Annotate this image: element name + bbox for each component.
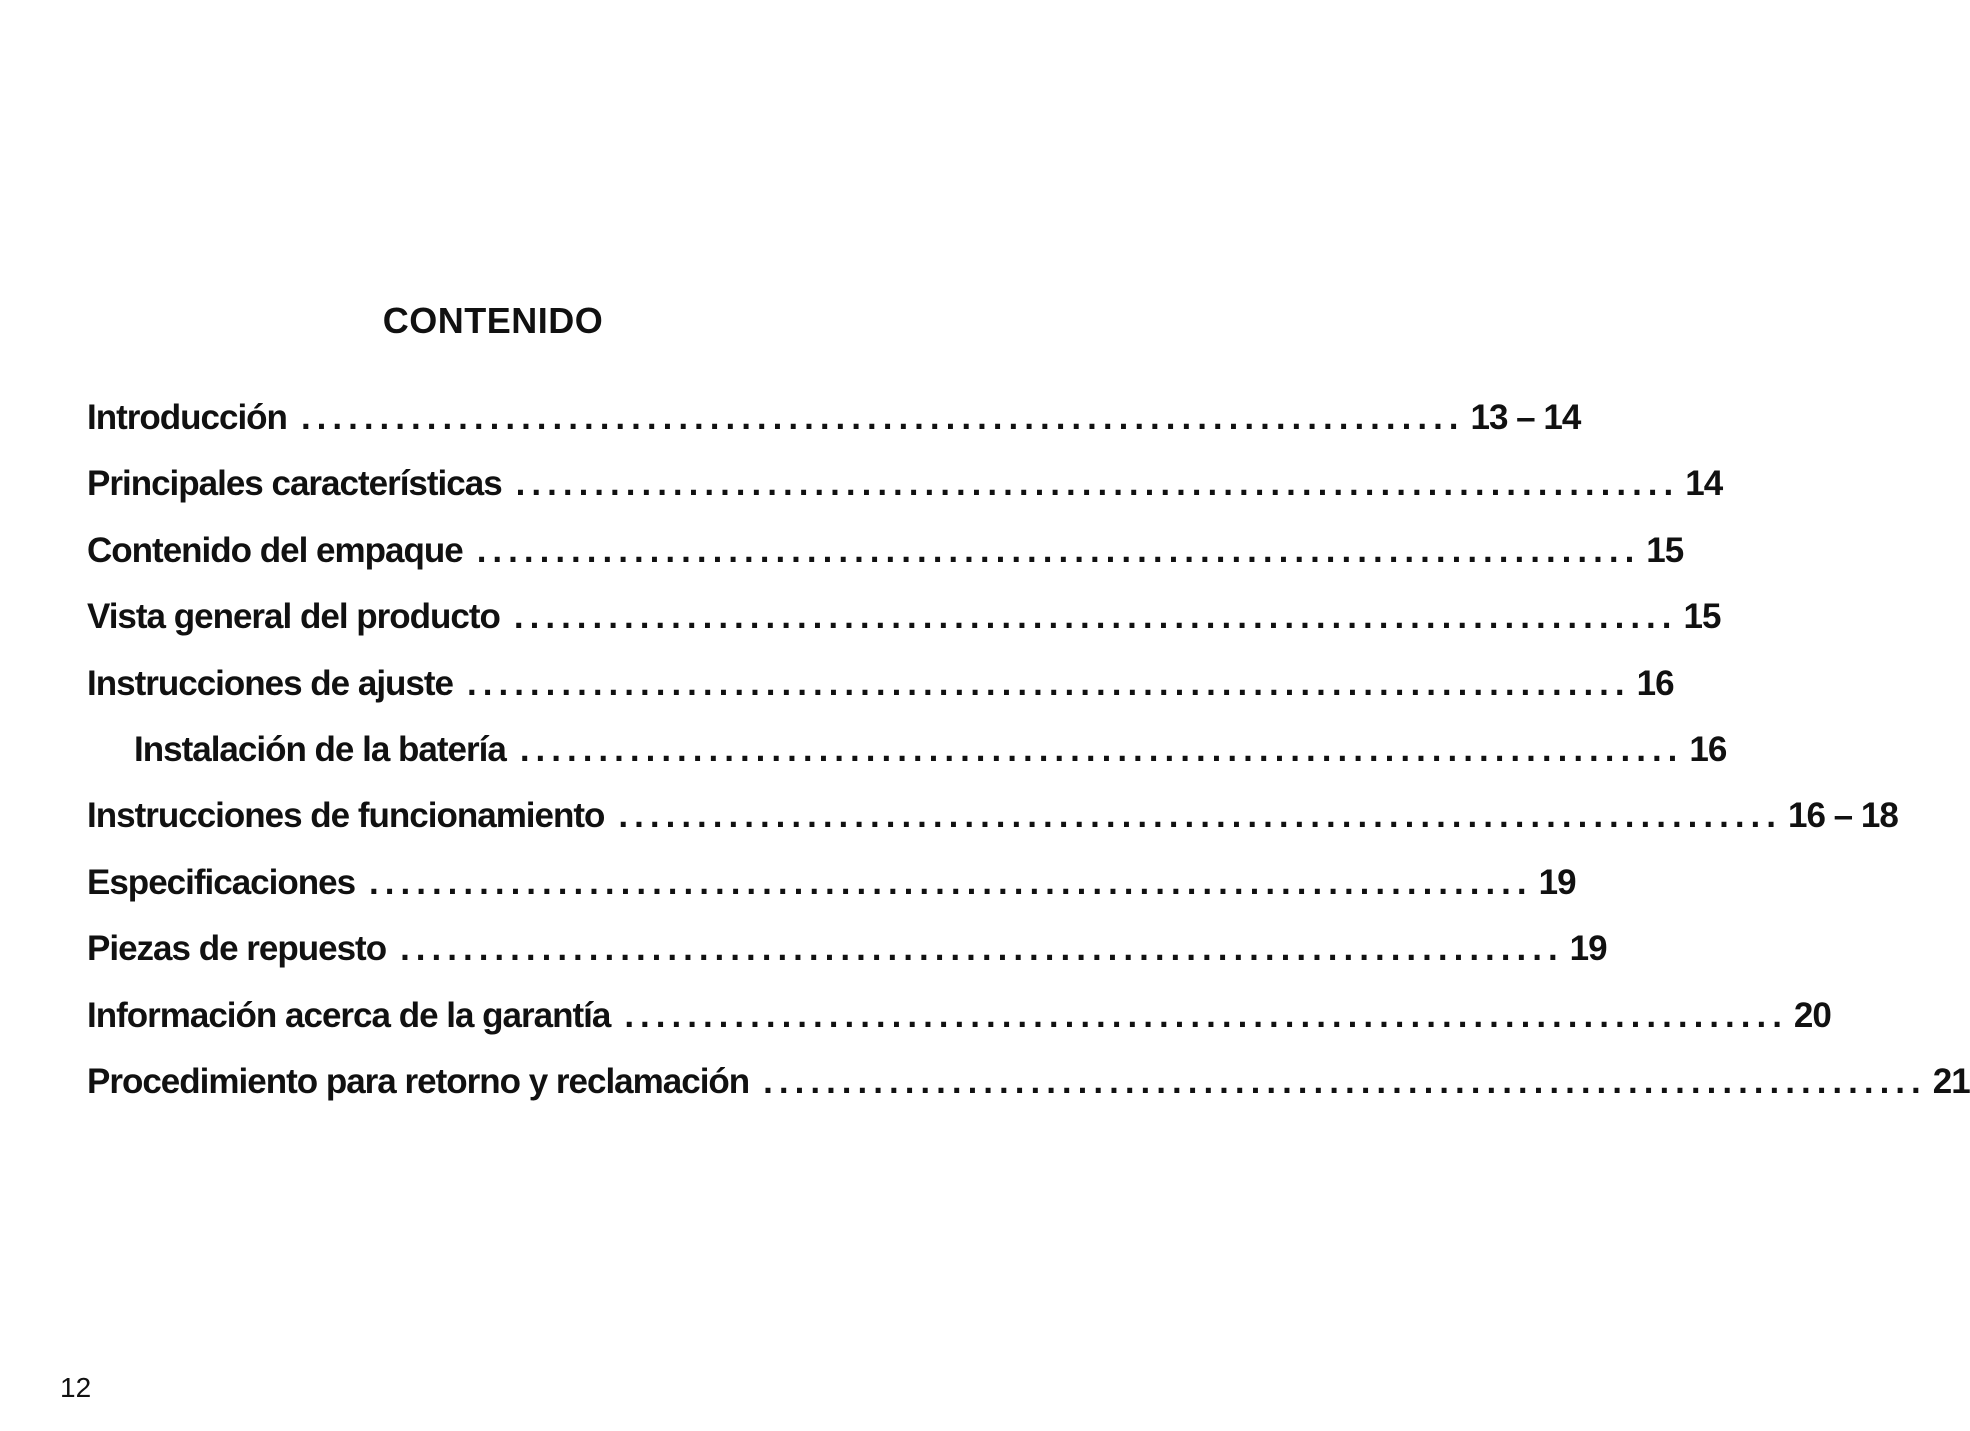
toc-entry-title: Especificaciones [87, 862, 356, 902]
toc-dot-leader: .......................................................................... [513, 597, 1678, 637]
toc-dot-leader: .......................................................................... [618, 796, 1783, 836]
toc-entry-page: 14 [1685, 464, 1723, 504]
table-of-contents [87, 398, 1970, 1128]
toc-dot-leader: .......................................................................... [476, 530, 1641, 570]
toc-entry [87, 1061, 1970, 1128]
toc-dot-leader: .......................................................................... [763, 1061, 1927, 1101]
toc-entry [87, 597, 1721, 663]
toc-entry [87, 796, 1898, 862]
toc-entry-title: Introducción [87, 398, 287, 437]
toc-entry-title: Vista general del producto [87, 597, 500, 637]
toc-entry-page: 16 – 18 [1788, 796, 1898, 836]
page-number: 12 [60, 1372, 92, 1403]
toc-entry [87, 929, 1607, 995]
toc-dot-leader: .......................................................................... [519, 729, 1684, 769]
toc-entry-page: 16 [1689, 729, 1727, 769]
toc-entry-title: Instrucciones de funcionamiento [87, 796, 605, 836]
toc-entry-page: 13 – 14 [1470, 398, 1581, 437]
toc-dot-leader: .......................................................................... [624, 995, 1788, 1035]
toc-entry-title: Instrucciones de ajuste [87, 663, 454, 703]
toc-entry [87, 464, 1723, 530]
page-title: CONTENIDO [382, 300, 604, 341]
toc-entry [87, 663, 1674, 730]
toc-entry-title: Procedimiento para retorno y reclamación [87, 1061, 750, 1101]
toc-entry-page: 19 [1538, 862, 1576, 902]
toc-dot-leader: .......................................................................... [369, 862, 1533, 902]
toc-entry-page: 15 [1683, 597, 1721, 637]
toc-entry-page: 21 [1932, 1061, 1970, 1101]
toc-entry [87, 862, 1576, 929]
toc-entry-title: Principales características [87, 464, 502, 504]
toc-entry-title: Contenido del empaque [87, 530, 463, 570]
toc-entry-page: 15 [1646, 530, 1684, 570]
toc-entry-page: 16 [1636, 663, 1674, 703]
toc-dot-leader: .......................................................................... [300, 398, 1465, 437]
toc-dot-leader: .......................................................................... [400, 929, 1564, 969]
toc-entry-title: Piezas de repuesto [87, 929, 387, 969]
toc-entry-page: 19 [1569, 929, 1607, 969]
toc-entry [87, 995, 1831, 1062]
toc-dot-leader: .......................................................................... [515, 464, 1680, 504]
toc-subentry [87, 729, 1727, 796]
toc-dot-leader: .......................................................................... [467, 663, 1631, 703]
toc-entry [87, 398, 1581, 464]
toc-entry [87, 530, 1684, 597]
toc-entry-title: Instalación de la batería [134, 729, 506, 769]
toc-entry-title: Información acerca de la garantía [87, 995, 611, 1035]
toc-entry-page: 20 [1793, 995, 1831, 1035]
